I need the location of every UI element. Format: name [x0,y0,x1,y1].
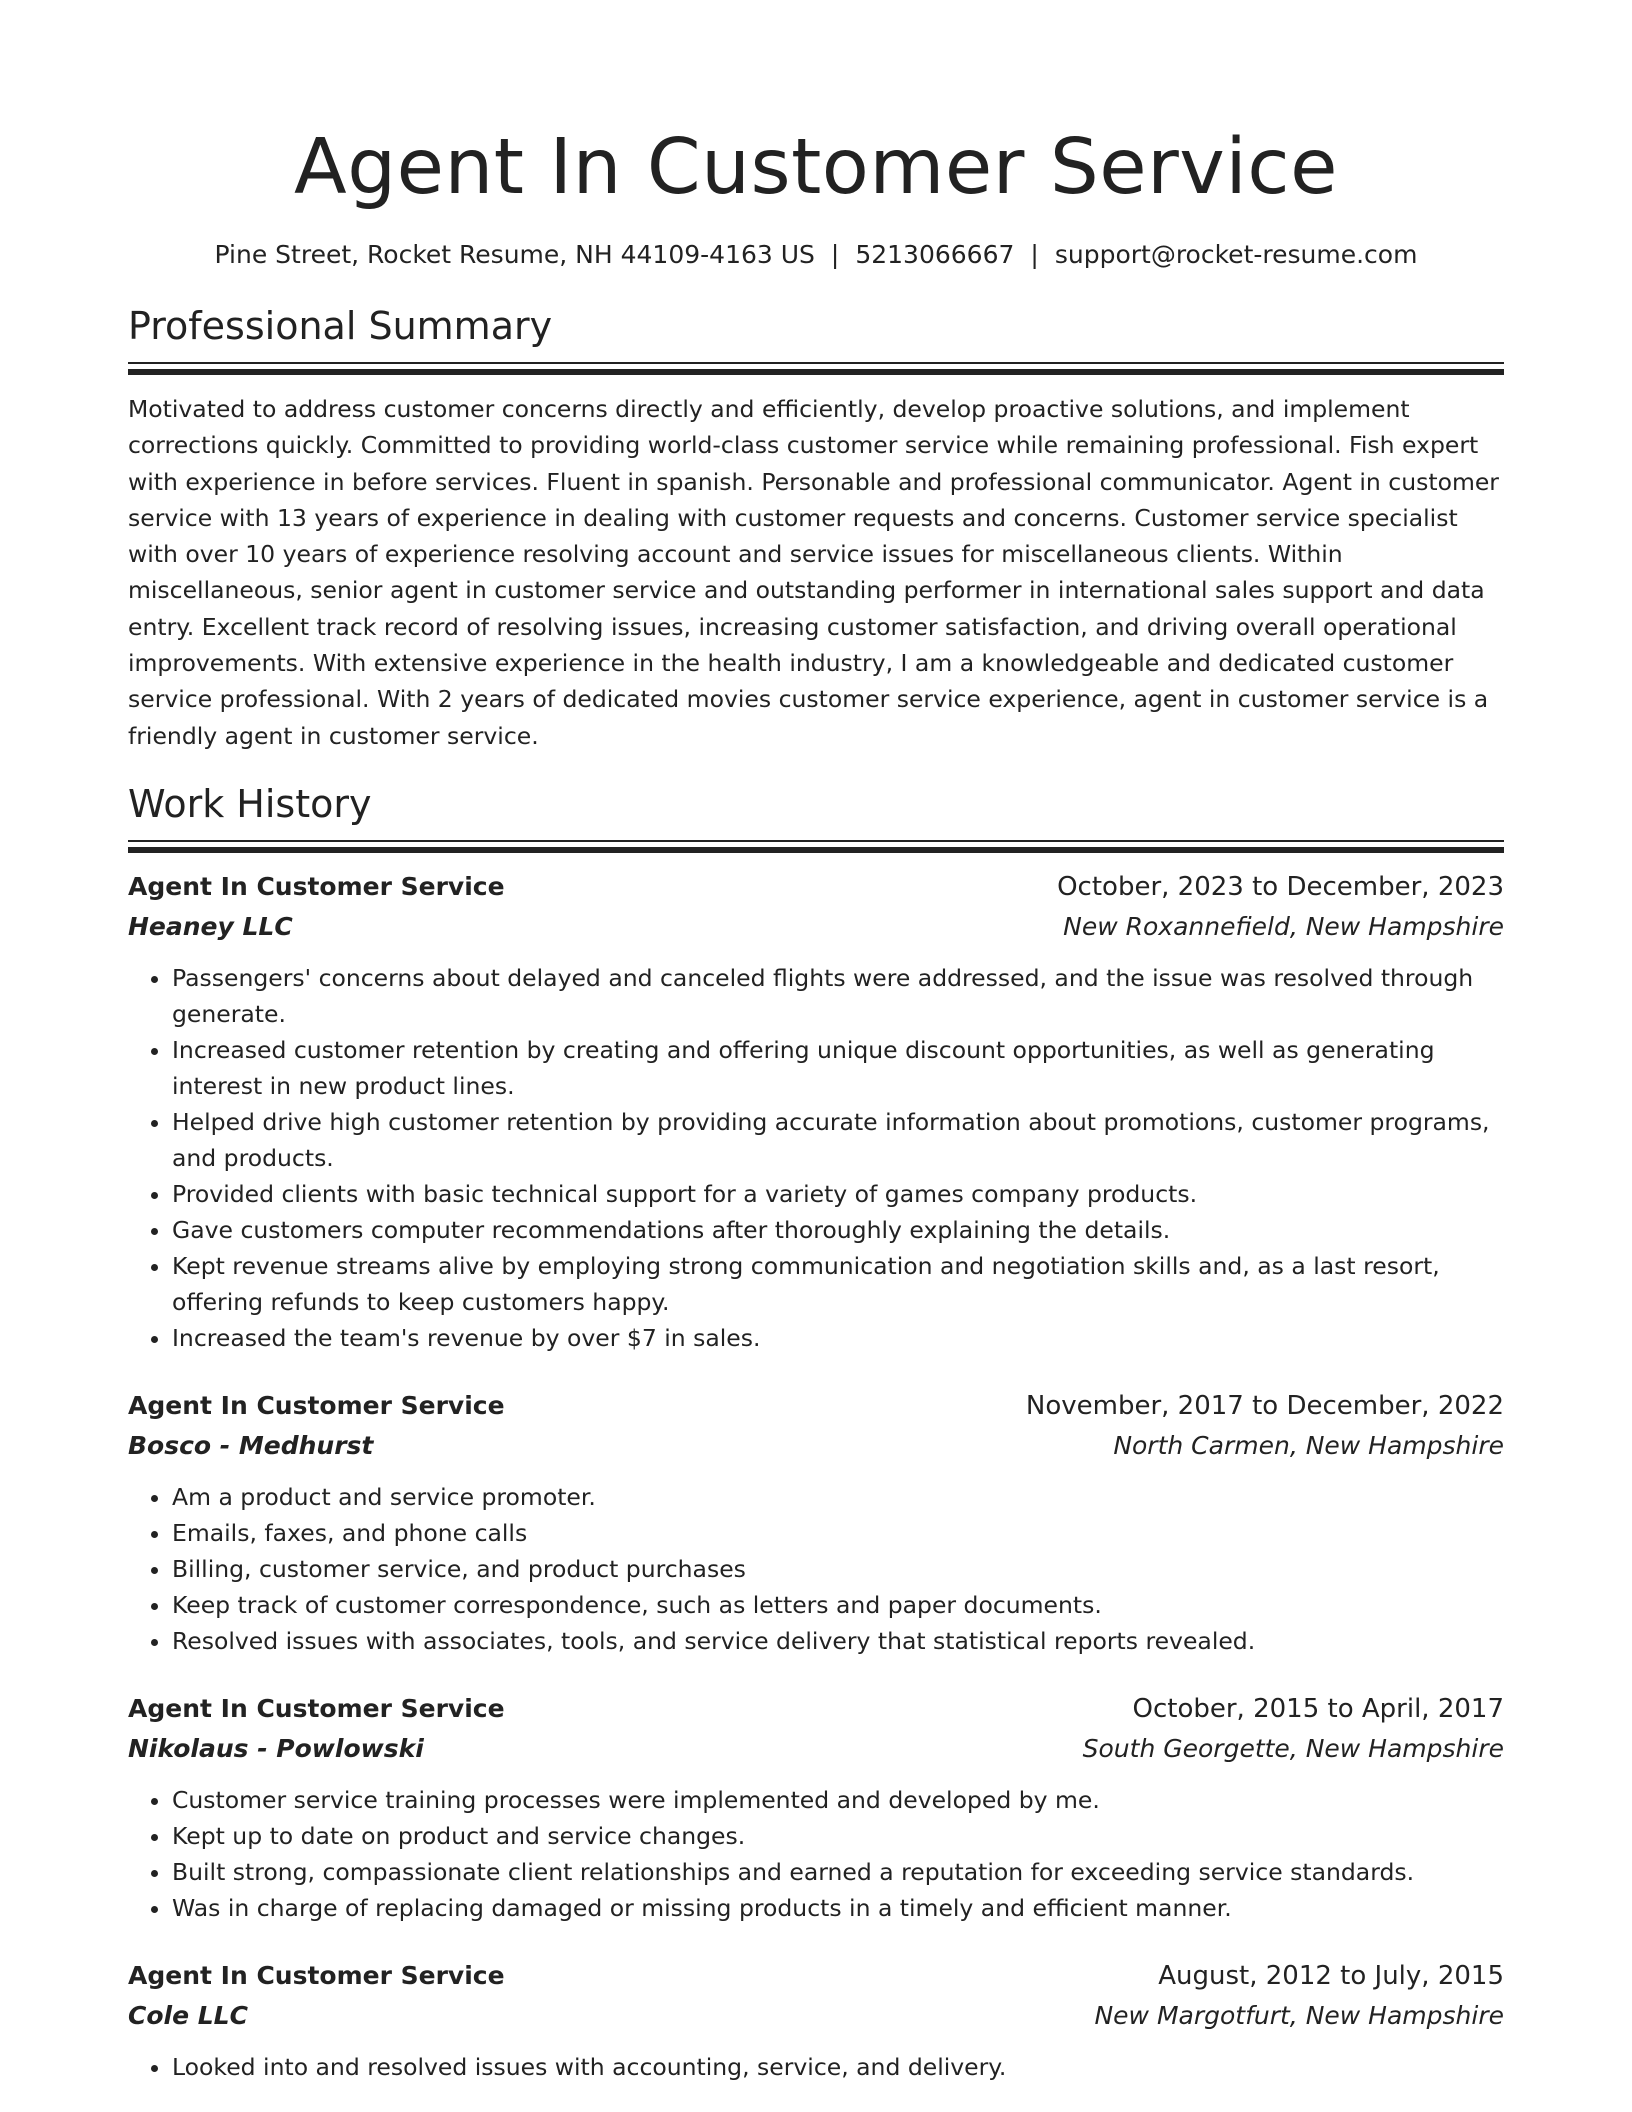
job-bullet: • Am a product and service promoter. [172,1479,1504,1515]
job-bullet: • Increased customer retention by creating and offering unique discount opportunities, as well as generating interest in new product lines. [172,1032,1504,1104]
job-bullet-list [128,1479,1504,1659]
job-title: Agent In Customer Service [128,1390,505,1420]
job-company: Nikolaus - Powlowski [128,1733,424,1763]
job-location: New Margotfurt, New Hampshire [1094,2000,1504,2030]
job-company-row [128,1729,1504,1768]
job-header-row [128,867,1504,907]
contact-separator: | [1030,240,1039,269]
job-dates: November, 2017 to December, 2022 [1025,1390,1504,1421]
contact-line [128,238,1504,272]
contact-address: Pine Street, Rocket Resume, NH 44109-4163 US [214,240,815,269]
section-title-summary: Professional Summary [128,304,553,348]
section-divider [128,840,1504,853]
job-header-row [128,1956,1504,1996]
job-bullet: • Was in charge of replacing damaged or missing products in a timely and efficient manner. [172,1890,1504,1926]
section-divider [128,362,1504,375]
contact-email: support@rocket-resume.com [1054,240,1418,269]
job-dates: October, 2015 to April, 2017 [1132,1693,1504,1724]
contact-separator: | [830,240,840,269]
job-bullet: • Passengers' concerns about delayed and canceled flights were addressed, and the issue was resolved through generate. [172,960,1504,1032]
job-bullet-list [128,2049,1504,2085]
job-bullet: • Built strong, compassionate client relationships and earned a reputation for exceeding service standards. [172,1854,1504,1890]
job-bullet: • Keep track of customer correspondence, such as letters and paper documents. [172,1587,1504,1623]
summary-text: Motivated to address customer concerns directly and efficiently, develop proactive solutions, and implement corrections quickly. Committed to providing world-class customer service while remaining professional. Fish expert with experience in before services. Fluent in spanish. Personable and professional communicator. Agent in customer service with 13 years of experience in dealing with customer requests and concerns. Customer service specialist with over 10 years of experience resolving account and service issues for miscellaneous clients. Within miscellaneous, senior agent in customer service and outstanding performer in international sales support and data entry. Excellent track record of resolving issues, increasing customer satisfaction, and driving overall operational improvements. With extensive experience in the health industry, I am a knowledgeable and dedicated customer service professional. With 2 years of dedicated movies customer service experience, agent in customer service is a friendly agent in customer service. [128,395,1499,750]
job-entry [128,1386,1504,1659]
job-company: Bosco - Medhurst [128,1430,374,1460]
job-header-row [128,1386,1504,1426]
contact-phone: 5213066667 [855,240,1015,269]
work-history-section [128,780,1504,2085]
job-location: North Carmen, New Hampshire [1113,1430,1504,1460]
candidate-name: Agent In Customer Service [294,123,1338,212]
job-location: South Georgette, New Hampshire [1082,1733,1504,1763]
job-company-row [128,1996,1504,2035]
job-company-row [128,907,1504,946]
job-bullet: • Billing, customer service, and product purchases [172,1551,1504,1587]
job-bullet: • Looked into and resolved issues with accounting, service, and delivery. [172,2049,1504,2085]
job-bullet: • Kept up to date on product and service changes. [172,1818,1504,1854]
section-title-work-history: Work History [128,781,372,826]
job-bullet-list [128,1782,1504,1926]
job-bullet: • Resolved issues with associates, tools, and service delivery that statistical reports revealed. [172,1623,1504,1659]
job-dates: August, 2012 to July, 2015 [1158,1960,1504,1991]
job-title: Agent In Customer Service [128,1693,505,1723]
job-dates: October, 2023 to December, 2023 [1057,871,1504,902]
job-bullet: • Emails, faxes, and phone calls [172,1515,1504,1551]
job-bullet: • Increased the team's revenue by over $7 in sales. [172,1320,1504,1356]
job-entry [128,1956,1504,2085]
job-location: New Roxannefield, New Hampshire [1063,911,1504,941]
job-header-row [128,1689,1504,1729]
job-company-row [128,1426,1504,1465]
job-bullet: • Helped drive high customer retention by providing accurate information about promotions, customer programs, and products. [172,1104,1504,1176]
job-entry [128,1689,1504,1926]
job-bullet: • Customer service training processes were implemented and developed by me. [172,1782,1504,1818]
job-title: Agent In Customer Service [128,871,505,901]
job-bullet: • Kept revenue streams alive by employing strong communication and negotiation skills and, as a last resort, offering refunds to keep customers happy. [172,1248,1504,1320]
professional-summary-section [128,302,1504,754]
job-bullet: • Provided clients with basic technical support for a variety of games company products. [172,1176,1504,1212]
job-company: Heaney LLC [128,911,293,941]
job-list [128,867,1504,2085]
job-bullet-list [128,960,1504,1356]
job-entry [128,867,1504,1356]
job-bullet: • Gave customers computer recommendations after thoroughly explaining the details. [172,1212,1504,1248]
job-company: Cole LLC [128,2000,248,2030]
job-title: Agent In Customer Service [128,1960,505,1990]
